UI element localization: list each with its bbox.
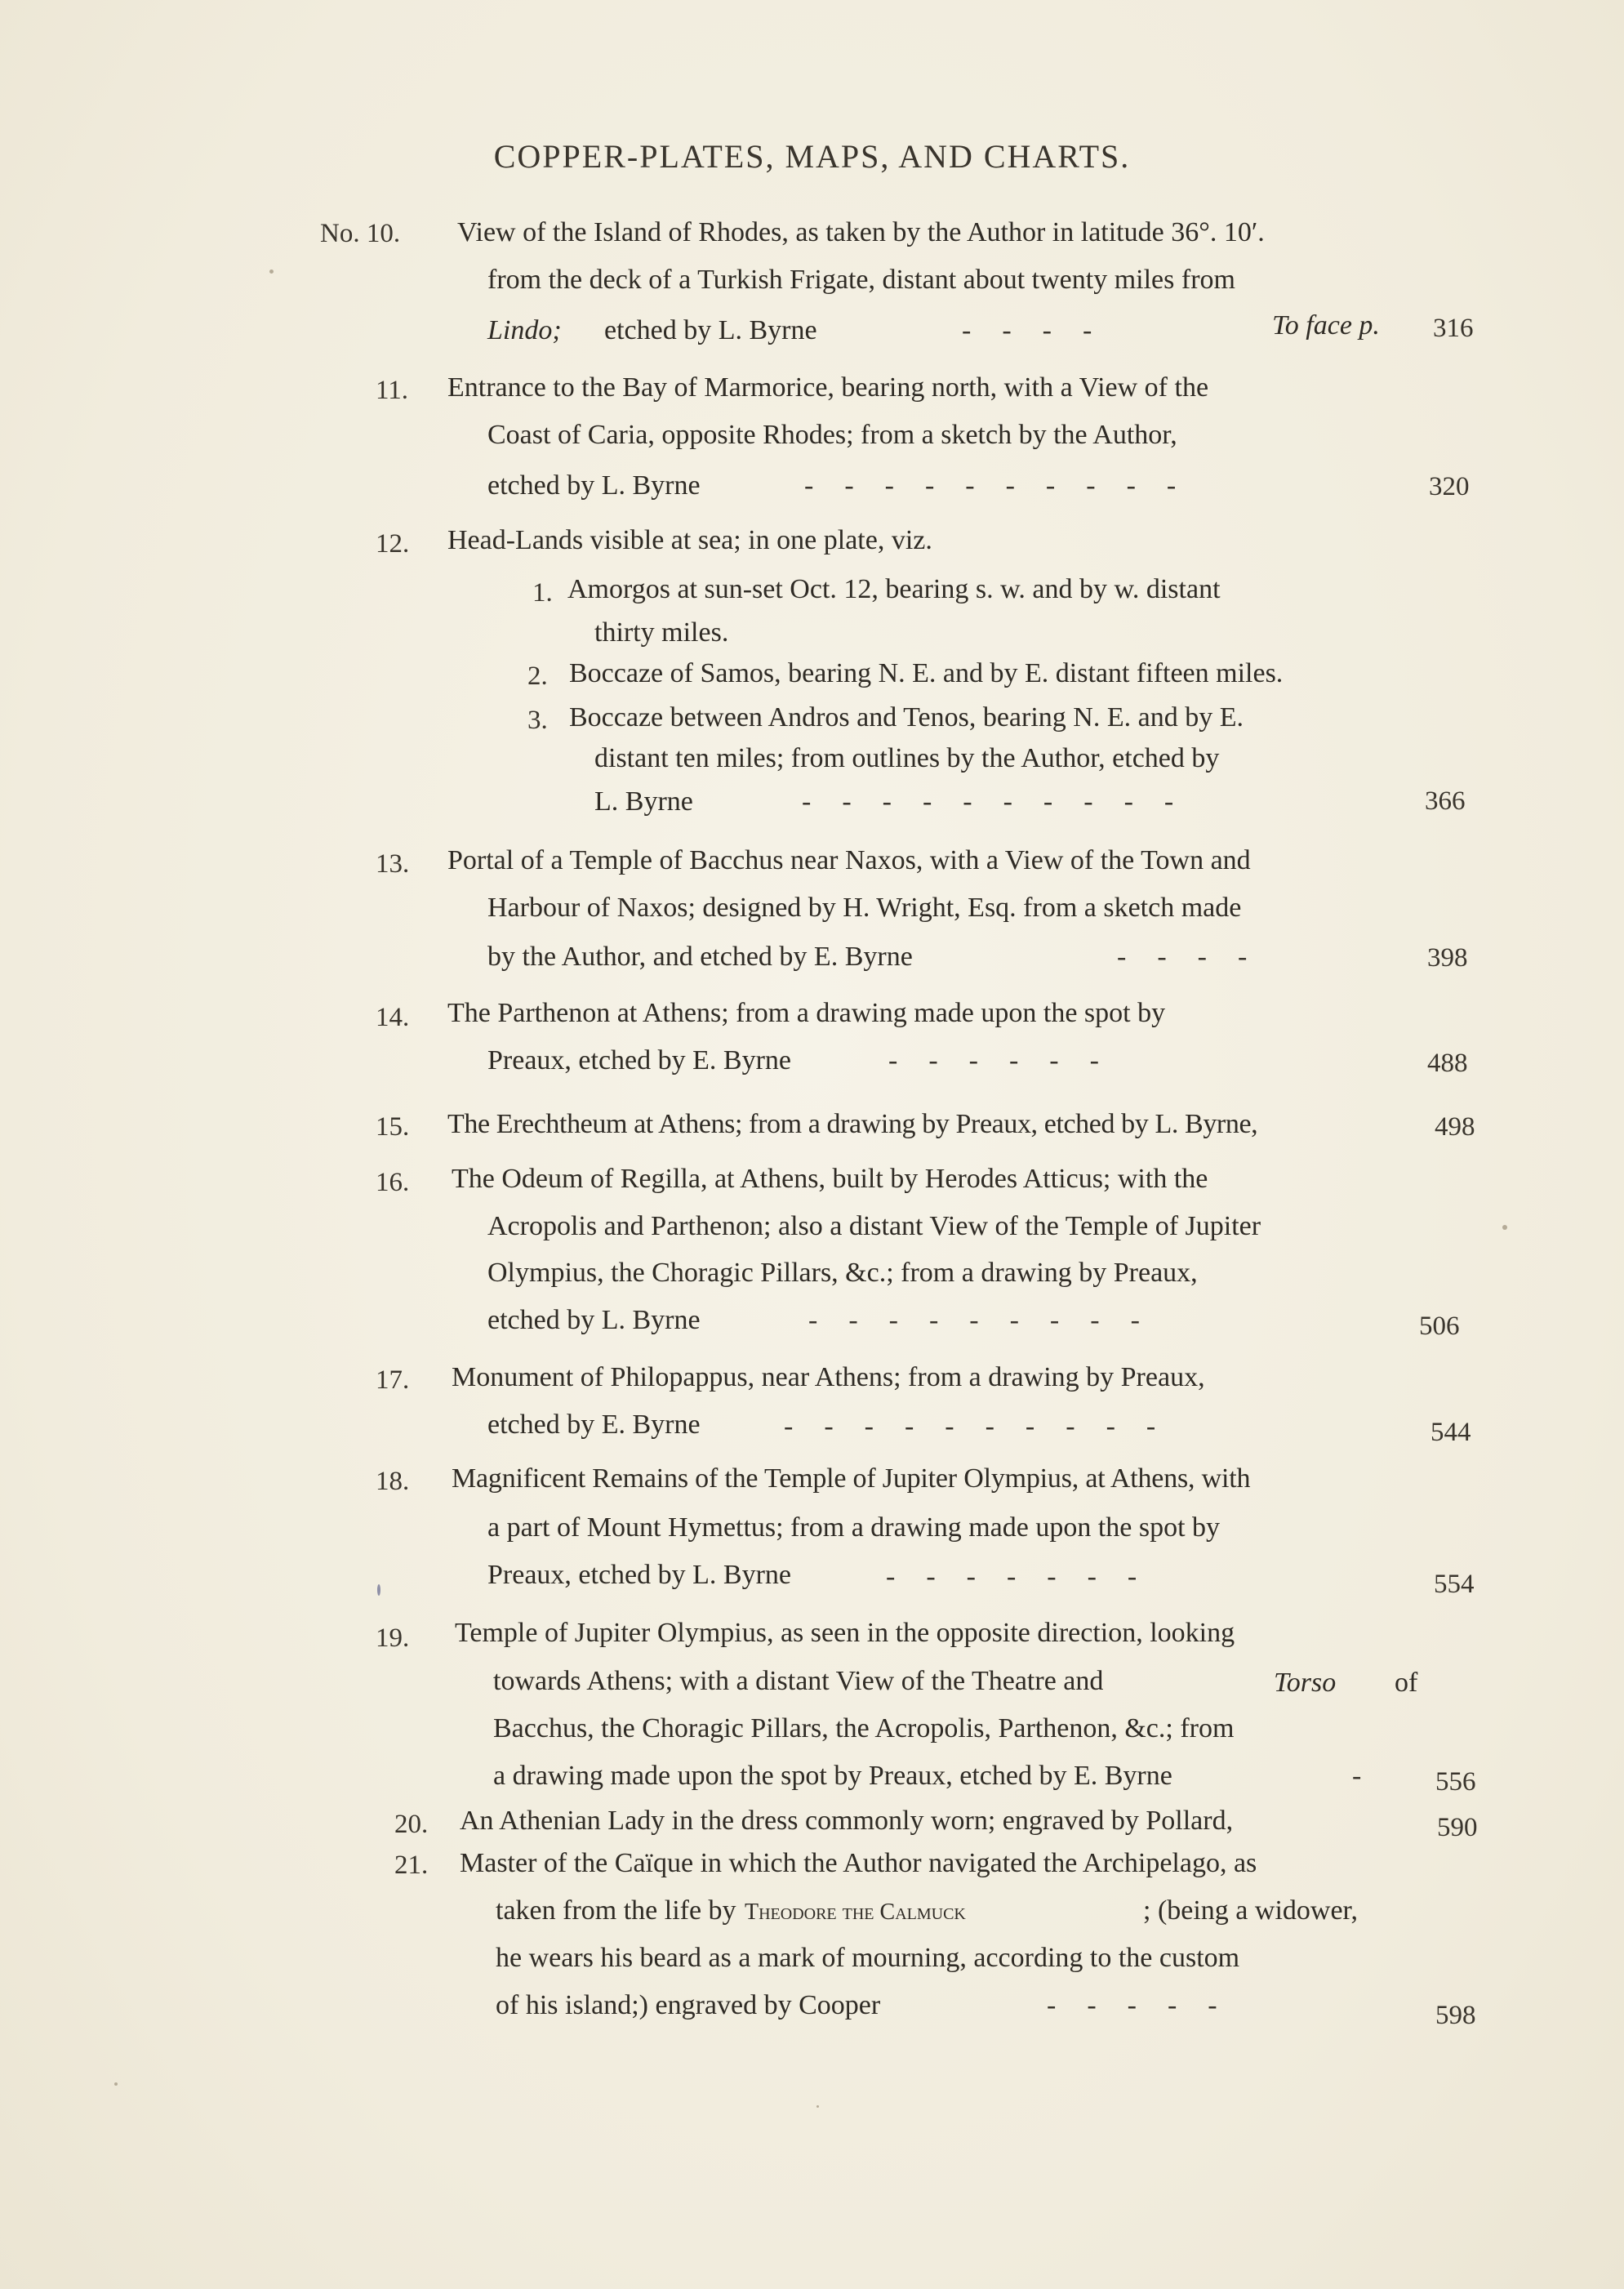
page-number: 316 xyxy=(1433,314,1474,343)
entry-line: Bacchus, the Choragic Pillars, the Acropolis, Parthenon, &c.; from xyxy=(493,1713,1235,1743)
page-number: 598 xyxy=(1435,2001,1476,2030)
leader-dashes: --------- xyxy=(808,1305,1171,1335)
leader-dashes: ---------- xyxy=(802,786,1205,817)
plate-number: 15. xyxy=(376,1112,410,1142)
entry-line: etched by L. Byrne xyxy=(487,1305,701,1335)
sub-item-number: 1. xyxy=(532,578,553,608)
leader-dashes: ---- xyxy=(962,315,1123,345)
page-number: 498 xyxy=(1435,1112,1475,1142)
page-number: 366 xyxy=(1425,786,1466,816)
page-number: 590 xyxy=(1437,1813,1478,1842)
page-number: 398 xyxy=(1427,943,1468,973)
paper-speck xyxy=(1502,1225,1507,1230)
sub-item-line: Amorgos at sun-set Oct. 12, bearing s. w. and by w. distant xyxy=(567,574,1221,604)
entry-line: Coast of Caria, opposite Rhodes; from a sketch by the Author, xyxy=(487,420,1177,450)
entry-line: from the deck of a Turkish Frigate, distant about twenty miles from xyxy=(487,265,1235,295)
page-heading: COPPER-PLATES, MAPS, AND CHARTS. xyxy=(493,138,1131,175)
sub-item-line: Boccaze between Andros and Tenos, bearing N. E. and by E. xyxy=(569,702,1244,733)
plate-number: 13. xyxy=(376,849,410,879)
entry-line: etched by E. Byrne xyxy=(487,1409,701,1440)
plate-number: 17. xyxy=(376,1365,410,1395)
entry-line: towards Athens; with a distant View of the Theatre and xyxy=(493,1666,1104,1696)
entry-line: of his island;) engraved by Cooper xyxy=(496,1990,881,2020)
plate-number: 18. xyxy=(376,1467,410,1496)
entry-line: Master of the Caïque in which the Author navigated the Archipelago, as xyxy=(460,1848,1257,1878)
page-number: 320 xyxy=(1429,472,1470,501)
page-number: 554 xyxy=(1434,1570,1475,1599)
paper-speck xyxy=(269,269,274,274)
entry-line: View of the Island of Rhodes, as taken by the Author in latitude 36°. 10′. xyxy=(457,217,1265,247)
page-number: 488 xyxy=(1427,1049,1468,1078)
entry-line: etched by L. Byrne xyxy=(487,470,701,501)
sub-item-line: thirty miles. xyxy=(594,617,729,648)
page-number: 556 xyxy=(1435,1767,1476,1797)
entry-line: Entrance to the Bay of Marmorice, bearing north, with a View of the xyxy=(447,372,1209,403)
entry-line: etched by L. Byrne xyxy=(604,315,817,345)
entry-line: Temple of Jupiter Olympius, as seen in the opposite direction, looking xyxy=(455,1618,1235,1648)
entry-line: a part of Mount Hymettus; from a drawing made upon the spot by xyxy=(487,1512,1221,1543)
entry-line: Preaux, etched by L. Byrne xyxy=(487,1560,791,1590)
sub-item-line: distant ten miles; from outlines by the Author, etched by xyxy=(594,743,1220,773)
sub-item-line: Boccaze of Samos, bearing N. E. and by E. distant fifteen miles. xyxy=(569,658,1284,688)
paper-speck xyxy=(377,1584,380,1596)
entry-line: taken from the life by xyxy=(496,1895,736,1926)
plate-number: 14. xyxy=(376,1003,410,1032)
plate-number: 19. xyxy=(376,1623,410,1653)
entry-line: by the Author, and etched by E. Byrne xyxy=(487,942,913,972)
entry-line: ; (being a widower, xyxy=(1143,1895,1359,1926)
paper-speck xyxy=(114,2082,118,2086)
entry-line: Head-Lands visible at sea; in one plate, viz. xyxy=(447,525,932,555)
sub-item-line: L. Byrne xyxy=(594,786,693,817)
entry-line-italic: Torso xyxy=(1274,1668,1337,1698)
plate-number: 12. xyxy=(376,529,410,559)
entry-line: Preaux, etched by E. Byrne xyxy=(487,1045,791,1075)
entry-line: Olympius, the Choragic Pillars, &c.; from a drawing by Preaux, xyxy=(487,1258,1198,1288)
plate-number: 11. xyxy=(376,376,409,405)
sub-item-number: 2. xyxy=(527,661,548,691)
entry-line-small-caps: Theodore the Calmuck xyxy=(745,1899,966,1925)
leader-dashes: ---------- xyxy=(804,470,1208,501)
entry-line: of xyxy=(1395,1668,1418,1698)
sub-item-number: 3. xyxy=(527,706,548,735)
leader-dashes: ---- xyxy=(1117,942,1279,972)
plate-number: 20. xyxy=(394,1810,429,1839)
entry-line: The Odeum of Regilla, at Athens, built by Herodes Atticus; with the xyxy=(452,1164,1208,1194)
leader-dashes: ------- xyxy=(886,1561,1168,1592)
leader-dashes: ------ xyxy=(888,1045,1130,1075)
plate-number: 21. xyxy=(394,1850,429,1880)
to-face-label: To face p. xyxy=(1272,310,1380,341)
plate-number: 16. xyxy=(376,1168,410,1197)
entry-line: Magnificent Remains of the Temple of Jupiter Olympius, at Athens, with xyxy=(452,1463,1251,1494)
entry-line: Monument of Philopappus, near Athens; from a drawing by Preaux, xyxy=(452,1362,1205,1392)
entry-line: Harbour of Naxos; designed by H. Wright, Esq. from a sketch made xyxy=(487,893,1242,923)
leader-dashes: ---------- xyxy=(784,1411,1187,1441)
entry-line: Lindo; xyxy=(487,315,562,345)
plate-number: No. 10. xyxy=(320,219,401,248)
entry-line: he wears his beard as a mark of mourning, according to the custom xyxy=(496,1943,1240,1973)
entry-line: The Parthenon at Athens; from a drawing made upon the spot by xyxy=(447,998,1166,1028)
entry-line: An Athenian Lady in the dress commonly worn; engraved by Pollard, xyxy=(460,1806,1234,1836)
page-number: 544 xyxy=(1430,1418,1471,1447)
entry-line: Portal of a Temple of Bacchus near Naxos, with a View of the Town and xyxy=(447,845,1251,875)
entry-line: Acropolis and Parthenon; also a distant View of the Temple of Jupiter xyxy=(487,1211,1261,1241)
leader-dashes: - xyxy=(1352,1761,1393,1791)
leader-dashes: ----- xyxy=(1047,1990,1248,2020)
page-number: 506 xyxy=(1419,1311,1460,1341)
entry-line: The Erechtheum at Athens; from a drawing by Preaux, etched by L. Byrne, xyxy=(447,1109,1258,1139)
entry-line: a drawing made upon the spot by Preaux, etched by E. Byrne xyxy=(493,1761,1172,1791)
paper-speck xyxy=(816,2105,819,2108)
